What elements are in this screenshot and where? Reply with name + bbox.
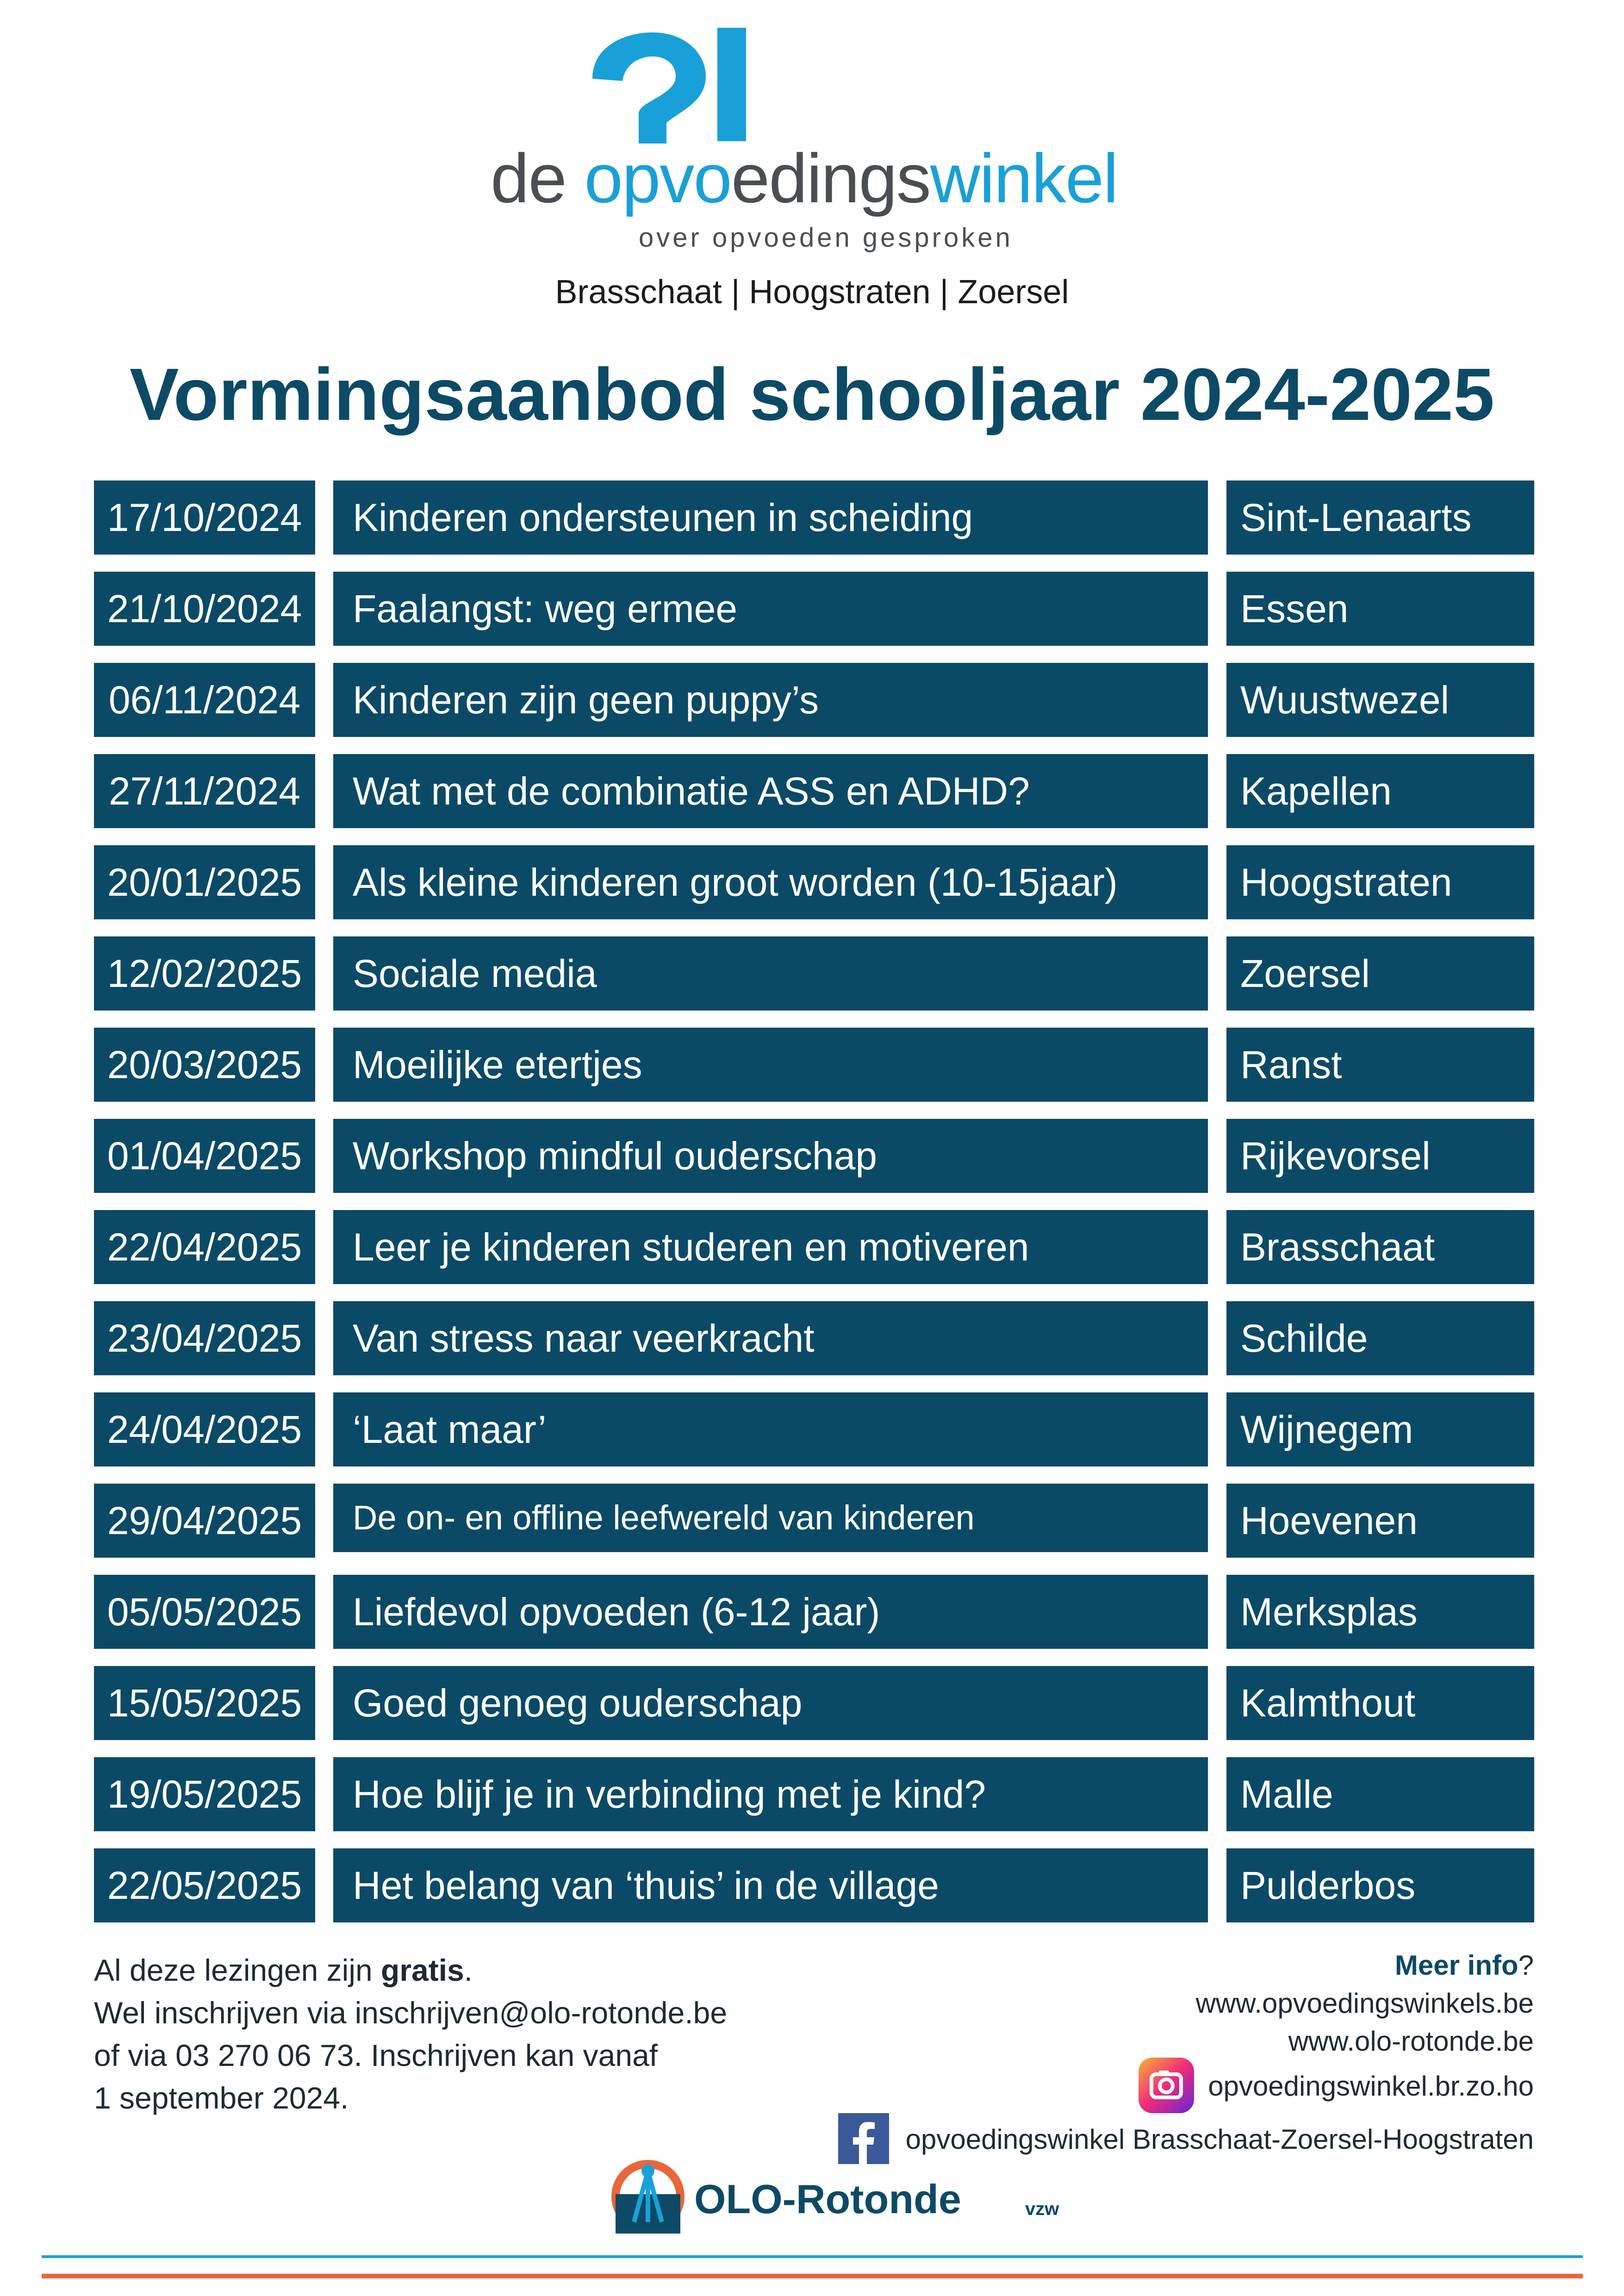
event-topic: Moeilijke etertjes <box>333 1028 1208 1102</box>
event-date: 20/03/2025 <box>94 1028 315 1102</box>
olo-rotonde-name: OLO-Rotonde <box>694 2176 961 2222</box>
event-date: 24/04/2025 <box>94 1392 315 1466</box>
table-row <box>0 1848 1624 1922</box>
table-row <box>0 845 1624 919</box>
event-place: Malle <box>1226 1757 1534 1831</box>
event-topic: Leer je kinderen studeren en motiveren <box>333 1210 1208 1284</box>
event-place: Essen <box>1226 572 1534 646</box>
page-title: Vormingsaanbod schooljaar 2024-2025 <box>129 353 1495 436</box>
facebook-link[interactable]: opvoedingswinkel Brasschaat-Zoersel-Hoogstraten <box>793 2116 1534 2167</box>
registration-date-line: 1 september 2024. <box>94 2081 349 2115</box>
event-place: Kalmthout <box>1226 1666 1534 1740</box>
olo-rotonde-logo-icon <box>606 2152 690 2240</box>
table-row <box>0 1757 1624 1831</box>
free-label: gratis <box>381 1953 464 1987</box>
event-date: 12/02/2025 <box>94 936 315 1011</box>
event-topic: Kinderen ondersteunen in scheiding <box>333 480 1208 555</box>
event-date: 15/05/2025 <box>94 1666 315 1740</box>
event-place: Hoogstraten <box>1226 845 1534 919</box>
table-row <box>0 663 1624 737</box>
table-row <box>0 1392 1624 1466</box>
event-date: 22/05/2025 <box>94 1848 315 1922</box>
facebook-icon <box>838 2113 889 2164</box>
event-place: Pulderbos <box>1226 1848 1534 1922</box>
table-row <box>0 480 1624 555</box>
event-place: Ranst <box>1226 1028 1534 1102</box>
event-topic: Kinderen zijn geen puppy’s <box>333 663 1208 737</box>
table-row <box>0 1484 1624 1558</box>
event-topic: ‘Laat maar’ <box>333 1392 1208 1466</box>
table-row <box>0 572 1624 646</box>
event-topic: Liefdevol opvoeden (6-12 jaar) <box>333 1575 1208 1649</box>
table-row <box>0 936 1624 1011</box>
event-date: 23/04/2025 <box>94 1301 315 1375</box>
event-date: 05/05/2025 <box>94 1575 315 1649</box>
registration-email-line[interactable]: Wel inschrijven via inschrijven@olo-rotonde.be <box>94 1996 728 2030</box>
logo-wordmark: de opvoedingswinkel <box>491 139 1118 217</box>
event-topic: Sociale media <box>333 936 1208 1011</box>
event-topic: Goed genoeg ouderschap <box>333 1666 1208 1740</box>
meer-info-heading: Meer info? <box>1394 1950 1534 1981</box>
website-link-olo-rotonde[interactable]: www.olo-rotonde.be <box>1288 2026 1534 2057</box>
event-topic: Het belang van ‘thuis’ in de village <box>333 1848 1208 1922</box>
event-topic: Van stress naar veerkracht <box>333 1301 1208 1375</box>
table-row <box>0 1119 1624 1193</box>
event-date: 27/11/2024 <box>94 754 315 828</box>
table-row <box>0 1301 1624 1375</box>
event-place: Wijnegem <box>1226 1392 1534 1466</box>
event-date: 22/04/2025 <box>94 1210 315 1284</box>
locations-line: Brasschaat | Hoogstraten | Zoersel <box>555 274 1069 311</box>
contact-info <box>793 1947 1534 2167</box>
instagram-link[interactable]: opvoedingswinkel.br.zo.ho <box>793 2060 1534 2116</box>
event-place: Kapellen <box>1226 754 1534 828</box>
table-row <box>0 1666 1624 1740</box>
registration-info <box>94 1949 834 2119</box>
event-date: 06/11/2024 <box>94 663 315 737</box>
event-date: 29/04/2025 <box>94 1484 315 1558</box>
event-topic: Als kleine kinderen groot worden (10-15jaar) <box>333 845 1208 919</box>
registration-phone-line: of via 03 270 06 73. Inschrijven kan vanaf <box>94 2038 658 2072</box>
table-row <box>0 1028 1624 1102</box>
event-date: 20/01/2025 <box>94 845 315 919</box>
event-topic: Hoe blijf je in verbinding met je kind? <box>333 1757 1208 1831</box>
event-date: 21/10/2024 <box>94 572 315 646</box>
event-topic: De on- en offline leefwereld van kinderen <box>333 1484 1208 1552</box>
event-place: Rijkevorsel <box>1226 1119 1534 1193</box>
event-topic: Workshop mindful ouderschap <box>333 1119 1208 1193</box>
event-place: Schilde <box>1226 1301 1534 1375</box>
event-place: Wuustwezel <box>1226 663 1534 737</box>
event-date: 17/10/2024 <box>94 480 315 555</box>
event-topic: Faalangst: weg ermee <box>333 572 1208 646</box>
event-place: Zoersel <box>1226 936 1534 1011</box>
free-notice: Al deze lezingen zijn gratis. <box>94 1953 473 1987</box>
website-link-opvoedingswinkels[interactable]: www.opvoedingswinkels.be <box>1195 1988 1534 2019</box>
table-row <box>0 754 1624 828</box>
event-date: 19/05/2025 <box>94 1757 315 1831</box>
instagram-icon <box>1139 2058 1194 2113</box>
event-place: Sint-Lenaarts <box>1226 480 1534 555</box>
table-row <box>0 1210 1624 1284</box>
logo-tagline: over opvoeden gesproken <box>639 223 1013 253</box>
olo-rotonde-vzw: vzw <box>1025 2199 1059 2219</box>
event-date: 01/04/2025 <box>94 1119 315 1193</box>
table-row <box>0 1575 1624 1649</box>
event-place: Brasschaat <box>1226 1210 1534 1284</box>
footer-divider-blue <box>42 2255 1583 2258</box>
event-topic: Wat met de combinatie ASS en ADHD? <box>333 754 1208 828</box>
event-place: Hoevenen <box>1226 1484 1534 1558</box>
event-place: Merksplas <box>1226 1575 1534 1649</box>
footer-divider-orange <box>42 2274 1583 2278</box>
